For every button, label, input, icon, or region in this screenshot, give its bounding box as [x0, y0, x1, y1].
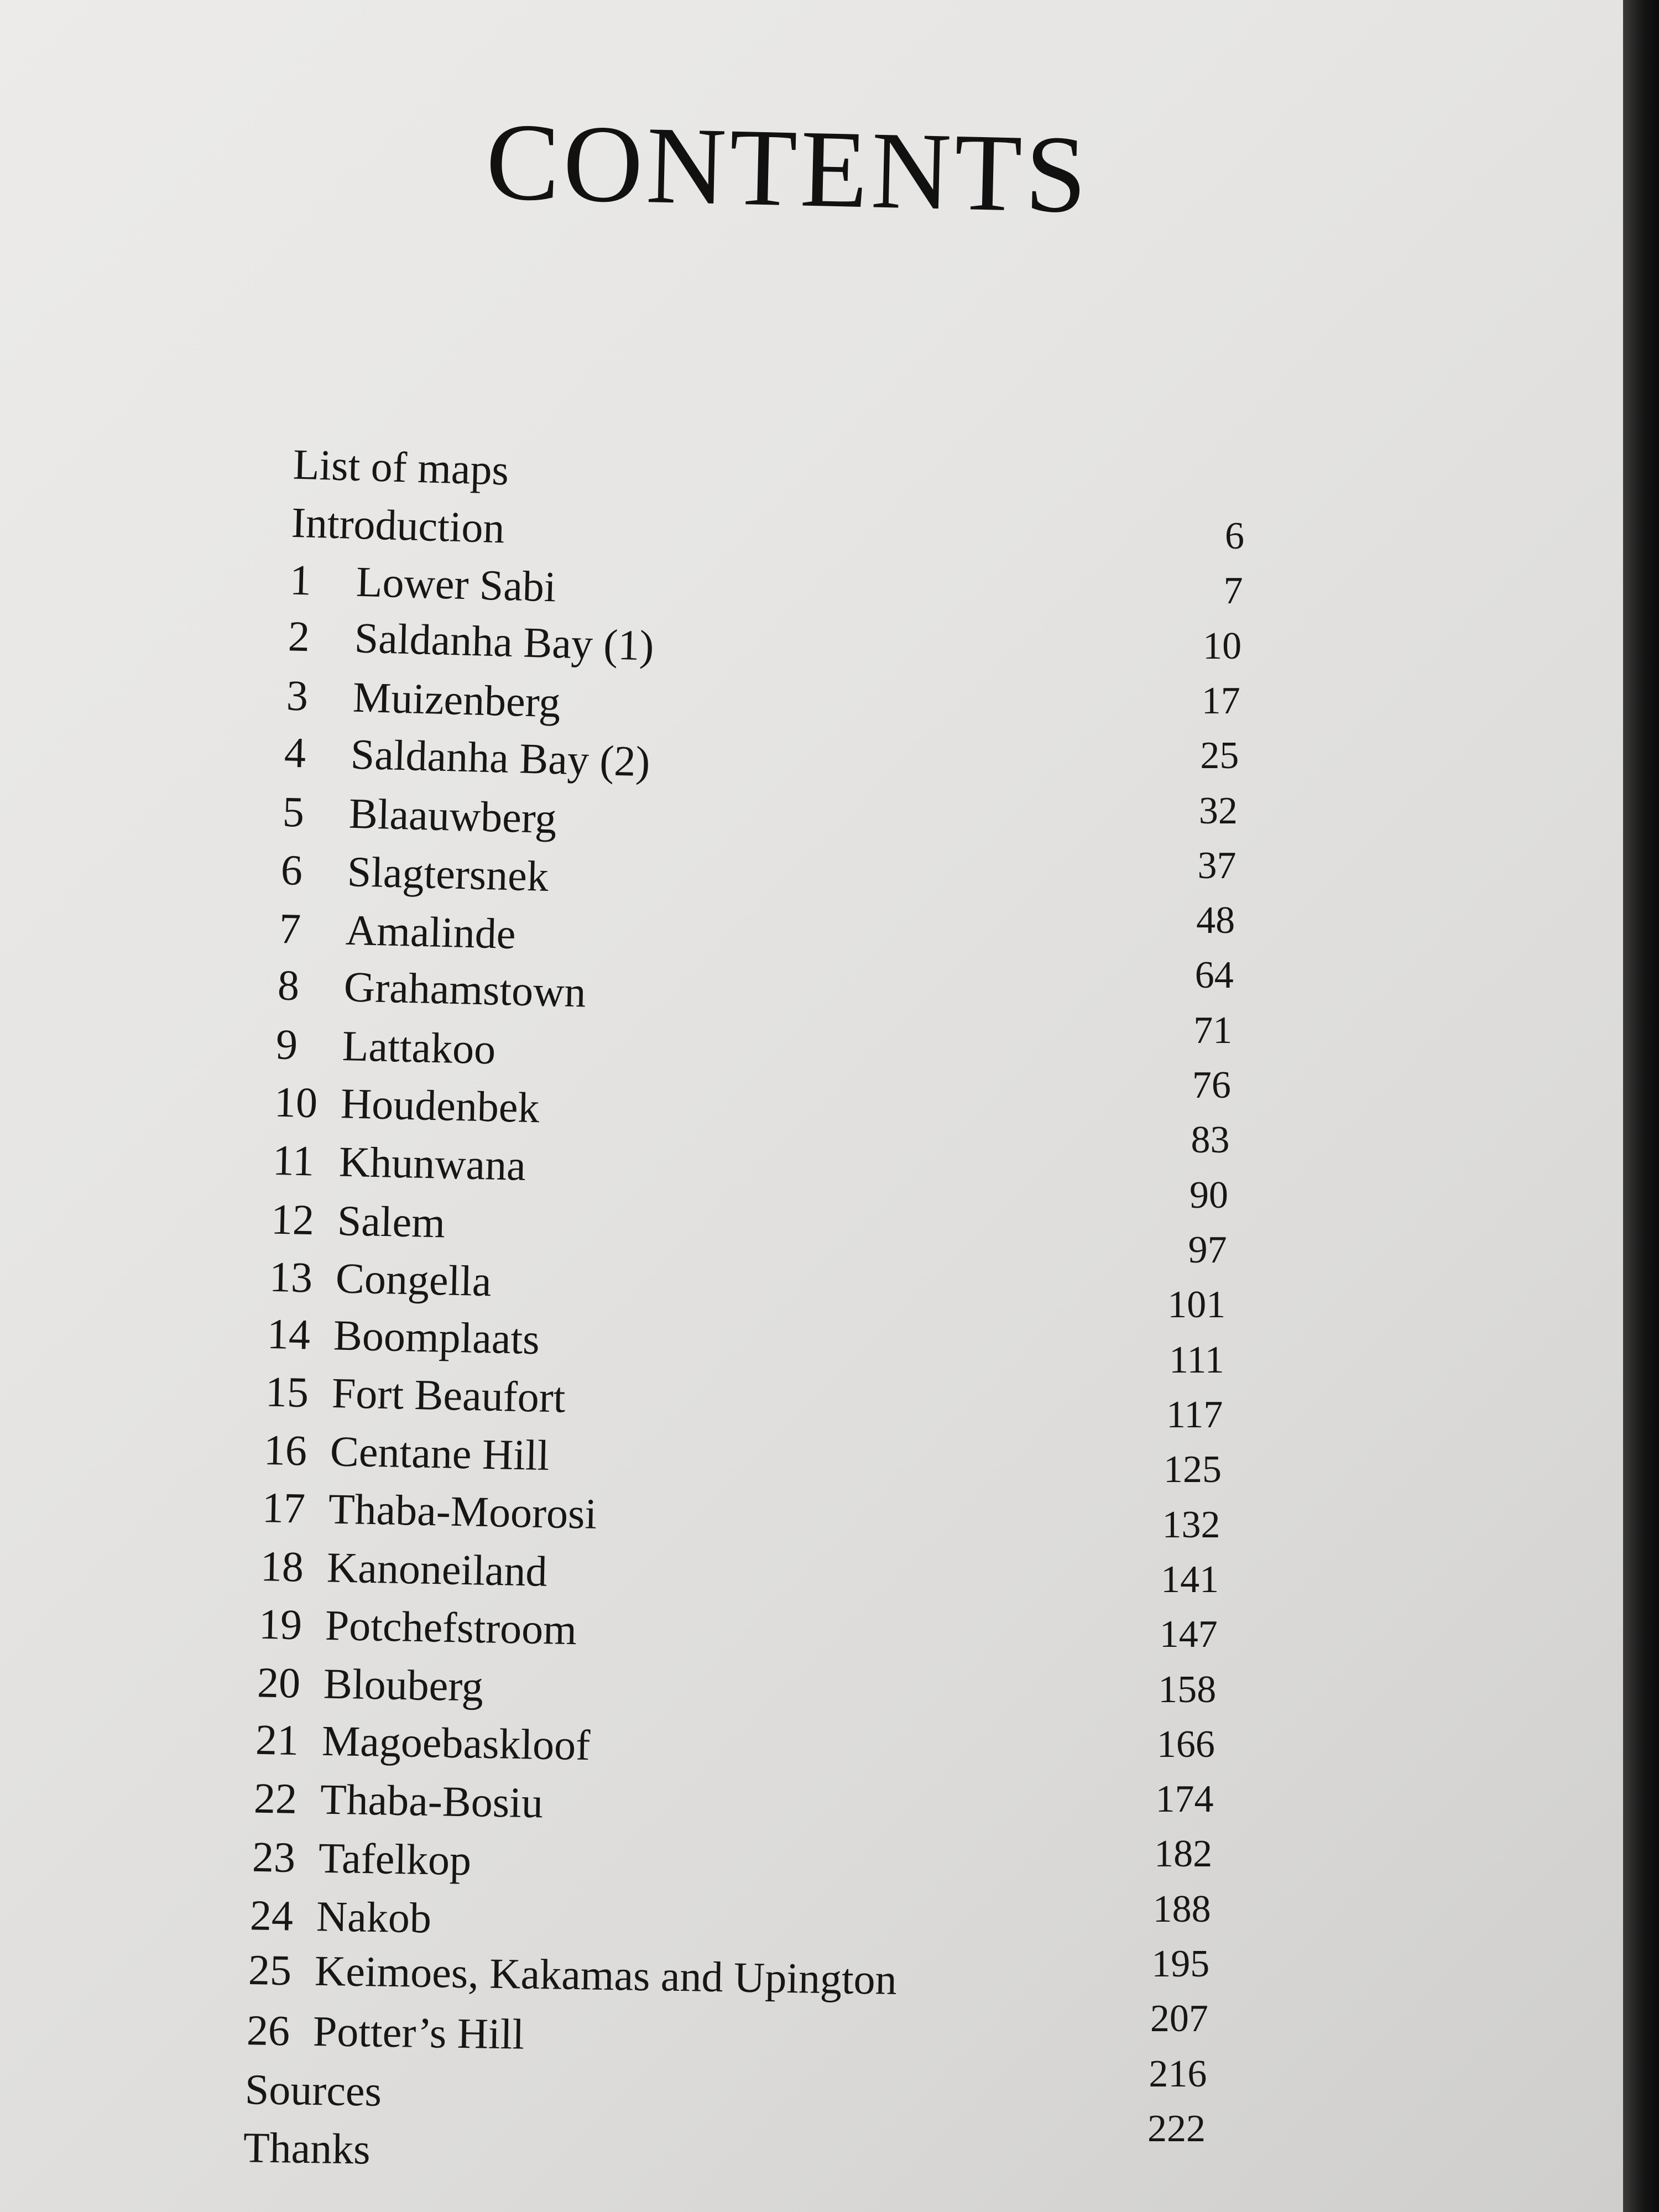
chapter-number: 15 — [265, 1367, 310, 1417]
chapter-title: Potchefstroom — [325, 1600, 577, 1653]
toc-entry — [272, 1135, 526, 1191]
chapter-title: Nakob — [316, 1891, 432, 1942]
page-number: 6 — [1225, 515, 1244, 557]
toc-entry — [263, 1425, 550, 1480]
toc-entry — [257, 1658, 483, 1712]
toc-entry — [280, 845, 549, 901]
toc-entry — [250, 1890, 432, 1943]
toc-entry — [244, 2064, 382, 2116]
chapter-number: 8 — [277, 961, 300, 1010]
chapter-number: 4 — [284, 728, 307, 777]
chapter-number: 21 — [255, 1715, 299, 1765]
chapter-number: 14 — [267, 1310, 311, 1359]
toc-entry — [260, 1541, 547, 1597]
page-number: 207 — [1150, 1997, 1208, 2041]
chapter-title: Thaba-Bosiu — [319, 1775, 544, 1827]
toc-entry — [275, 1020, 496, 1074]
toc-entry — [284, 728, 651, 787]
page-number: 48 — [1196, 899, 1235, 942]
toc-entry — [291, 498, 505, 554]
page-number: 132 — [1162, 1503, 1220, 1546]
chapter-number: 24 — [249, 1891, 294, 1940]
chapter-number: 6 — [280, 845, 304, 894]
toc-entry — [289, 555, 557, 612]
chapter-number: 25 — [248, 1945, 293, 1994]
page-title: CONTENTS — [484, 100, 1092, 237]
toc-entry — [255, 1715, 591, 1770]
page-number: 90 — [1190, 1173, 1229, 1217]
chapter-number: 18 — [260, 1541, 304, 1591]
chapter-title: Salem — [336, 1196, 446, 1247]
chapter-number: 10 — [273, 1077, 318, 1127]
page-number: 25 — [1200, 734, 1239, 778]
toc-entry — [269, 1251, 492, 1306]
chapter-number: 19 — [258, 1599, 302, 1648]
toc-entry — [288, 612, 655, 671]
page-number: 117 — [1166, 1393, 1223, 1436]
chapter-title: Houdenbek — [340, 1079, 540, 1132]
chapter-title: Saldanha Bay (1) — [353, 613, 655, 670]
page-number: 125 — [1163, 1448, 1222, 1491]
chapter-number: 23 — [251, 1832, 296, 1881]
chapter-title: Saldanha Bay (2) — [350, 729, 651, 786]
toc-entry — [267, 1309, 540, 1364]
page-number: 216 — [1149, 2052, 1207, 2095]
page-number: 188 — [1152, 1887, 1211, 1931]
chapter-number: 9 — [275, 1020, 299, 1069]
page-number: 141 — [1161, 1558, 1219, 1601]
toc-entry — [252, 1832, 472, 1885]
chapter-title: Magoebaskloof — [321, 1717, 591, 1770]
chapter-title: Introduction — [290, 498, 505, 552]
chapter-number: 1 — [289, 555, 312, 604]
toc-entry — [253, 1773, 543, 1828]
toc-entry — [293, 440, 509, 495]
toc-entry — [248, 1944, 898, 2004]
toc-entry — [277, 961, 587, 1018]
chapter-title: Tafelkop — [317, 1833, 472, 1885]
chapter-title: Blaauwberg — [348, 789, 557, 843]
page-number: 101 — [1167, 1284, 1226, 1327]
page-number: 158 — [1158, 1668, 1217, 1711]
page-number: 71 — [1193, 1009, 1233, 1052]
chapter-number: 12 — [270, 1194, 315, 1244]
page-number: 174 — [1155, 1778, 1214, 1821]
chapter-title: Congella — [335, 1253, 492, 1305]
toc-entry — [262, 1483, 597, 1539]
chapter-number: 13 — [268, 1252, 313, 1301]
page-number: 32 — [1198, 789, 1238, 832]
chapter-title: Keimoes, Kakamas and Upington — [314, 1946, 898, 2004]
chapter-title: Lower Sabi — [355, 557, 557, 611]
page-number: 64 — [1194, 954, 1234, 997]
toc-entry — [282, 787, 557, 843]
page-number: 111 — [1168, 1338, 1224, 1381]
toc-entry — [270, 1194, 446, 1248]
chapter-number: 20 — [257, 1658, 301, 1708]
page-number: 222 — [1147, 2107, 1206, 2150]
toc-entry — [243, 2122, 371, 2174]
chapter-title: Lattakoo — [341, 1021, 497, 1073]
chapter-number: 11 — [272, 1135, 315, 1185]
chapter-title: Potter’s Hill — [312, 2007, 525, 2059]
toc-entry — [258, 1599, 577, 1655]
page-number: 195 — [1151, 1943, 1210, 1986]
chapter-title: Amalinde — [345, 905, 517, 958]
chapter-title: Slagtersnek — [347, 847, 550, 900]
toc-entry — [274, 1077, 540, 1133]
page-edge-shadow — [1623, 0, 1659, 2212]
chapter-title: Centane Hill — [330, 1427, 550, 1480]
toc-entry — [285, 671, 561, 728]
chapter-number: 16 — [263, 1425, 308, 1475]
toc-entry — [265, 1367, 566, 1423]
chapter-number: 3 — [285, 671, 309, 720]
chapter-number: 22 — [253, 1773, 298, 1823]
chapter-number: 5 — [282, 787, 305, 836]
chapter-title: Thanks — [243, 2123, 371, 2173]
chapter-title: Thaba-Moorosi — [328, 1484, 598, 1538]
chapter-number: 17 — [262, 1483, 306, 1532]
chapter-title: Fort Beaufort — [331, 1369, 566, 1422]
page-number: 97 — [1188, 1229, 1227, 1272]
chapter-title: Blouberg — [323, 1659, 484, 1711]
chapter-title: Khunwana — [338, 1137, 526, 1190]
page-number: 83 — [1191, 1119, 1230, 1162]
page-number: 76 — [1192, 1064, 1231, 1107]
chapter-number: 2 — [287, 612, 310, 661]
chapter-title: Muizenberg — [352, 672, 561, 727]
page-number: 7 — [1223, 570, 1243, 613]
chapter-title: List of maps — [292, 440, 510, 494]
page-number: 166 — [1156, 1723, 1215, 1766]
toc-entry — [247, 2006, 525, 2059]
chapter-number: 26 — [246, 2006, 290, 2055]
chapter-title: Kanoneiland — [326, 1543, 548, 1595]
page-number: 147 — [1159, 1613, 1218, 1656]
page-number: 17 — [1201, 679, 1240, 722]
chapter-number: 7 — [279, 904, 302, 953]
page-number: 182 — [1154, 1833, 1213, 1876]
page-number: 10 — [1203, 624, 1242, 667]
page-number: 37 — [1197, 844, 1237, 887]
chapter-title: Boomplaats — [333, 1311, 540, 1364]
chapter-title: Grahamstown — [343, 962, 587, 1017]
toc-entry — [279, 903, 517, 958]
chapter-title: Sources — [244, 2065, 382, 2115]
